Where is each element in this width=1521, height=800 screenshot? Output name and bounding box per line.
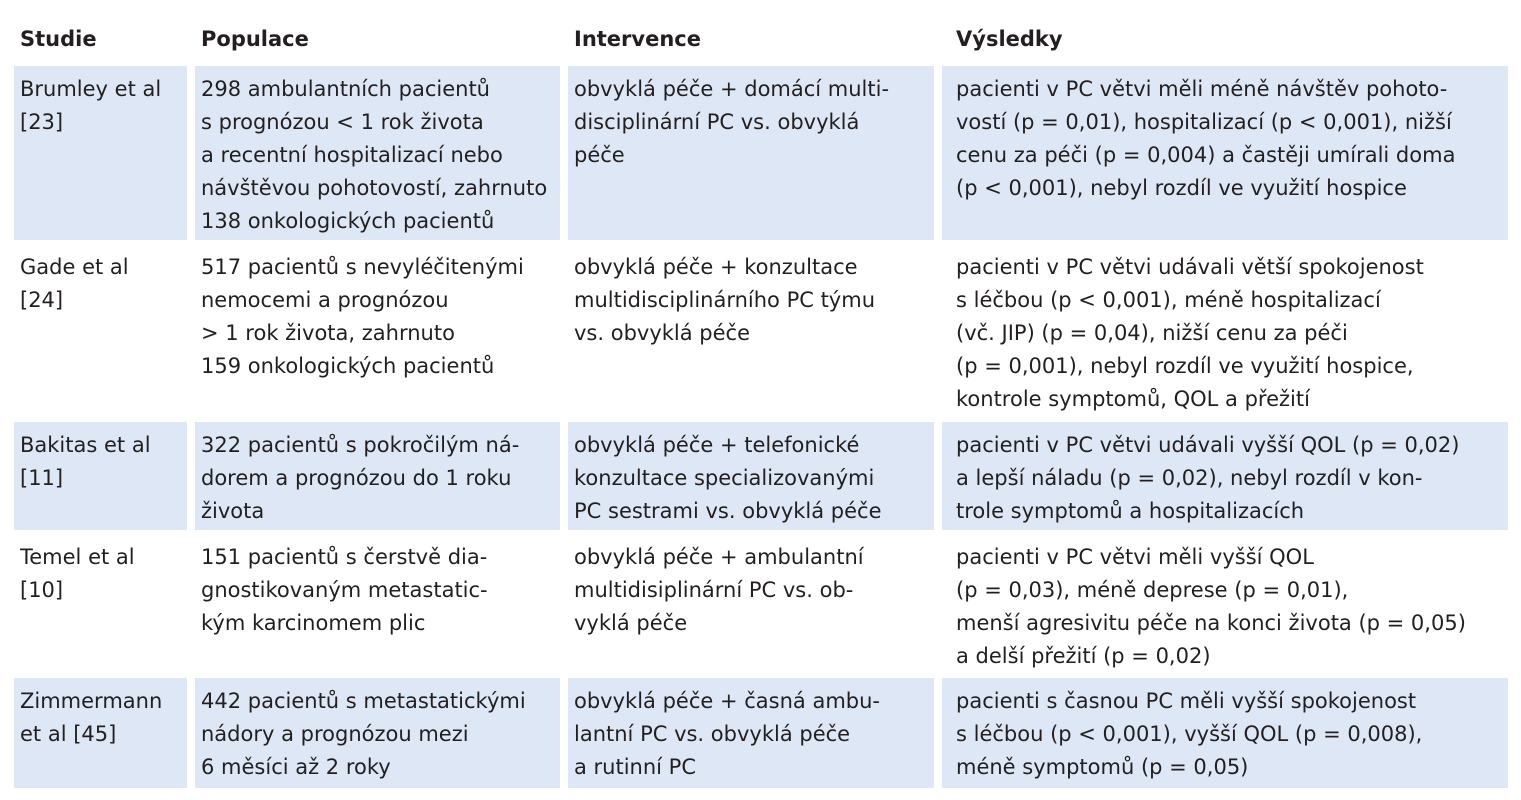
cell-line: [23] [20, 110, 64, 134]
cell-line: péče [574, 143, 625, 167]
cell-line: dorem a prognózou do 1 roku [201, 466, 512, 490]
cell-line: s prognózou < 1 rok života [201, 110, 484, 134]
cell-populace [195, 244, 560, 418]
cell-line: pacienti v PC větvi udávali vyšší QOL (p = 0,02) [956, 433, 1460, 457]
cell-line: disciplinární PC vs. obvyklá [574, 110, 860, 134]
cell-line: 442 pacientů s metastatickými [201, 689, 526, 713]
header-intervence: Intervence [574, 27, 701, 51]
cell-line: kontrole symptomů, QOL a přežití [956, 387, 1310, 411]
cell-vysledky [942, 66, 1508, 240]
cell-studie [14, 422, 187, 530]
cell-vysledky [942, 534, 1508, 674]
cell-line: a recentní hospitalizací nebo [201, 143, 503, 167]
cell-line: gnostikovaným metastatic- [201, 578, 488, 602]
cell-line: 298 ambulantních pacientů [201, 77, 490, 101]
cell-line: Temel et al [20, 545, 135, 569]
cell-intervence [568, 244, 934, 418]
cell-studie [14, 66, 187, 240]
cell-line: Gade et al [20, 255, 129, 279]
cell-line: multidisciplinárního PC týmu [574, 288, 876, 312]
cell-line: PC sestrami vs. obvyklá péče [574, 499, 882, 523]
cell-line: multidisiplinární PC vs. ob- [574, 578, 854, 602]
cell-studie [14, 534, 187, 674]
cell-populace [195, 534, 560, 674]
cell-line: vostí (p = 0,01), hospitalizací (p < 0,001), nižší [956, 110, 1452, 134]
cell-line: [11] [20, 466, 64, 490]
cell-vysledky [942, 422, 1508, 530]
cell-intervence [568, 422, 934, 530]
cell-line: Zimmermann [20, 689, 163, 713]
cell-line: [24] [20, 288, 64, 312]
cell-line: lantní PC vs. obvyklá péče [574, 722, 851, 746]
cell-populace [195, 422, 560, 530]
table-header [14, 20, 1508, 62]
cell-line: nádory a prognózou mezi [201, 722, 469, 746]
table-row [14, 534, 1508, 674]
cell-line: a rutinní PC [574, 755, 697, 779]
table-row [14, 244, 1508, 418]
cell-line: (vč. JIP) (p = 0,04), nižší cenu za péči [956, 321, 1348, 345]
cell-line: pacienti v PC větvi měli méně návštěv pohoto- [956, 77, 1448, 101]
cell-line: 517 pacientů s nevyléčitenými [201, 255, 524, 279]
cell-line: menší agresivitu péče na konci života (p = 0,05) [956, 611, 1466, 635]
cell-line: obvyklá péče + telefonické [574, 433, 860, 457]
table-row [14, 678, 1508, 788]
cell-line: > 1 rok života, zahrnuto [201, 321, 455, 345]
cell-line: obvyklá péče + časná ambu- [574, 689, 880, 713]
cell-line: kým karcinomem plic [201, 611, 426, 635]
cell-line: méně symptomů (p = 0,05) [956, 755, 1249, 779]
cell-line: obvyklá péče + ambulantní [574, 545, 864, 569]
cell-line: 322 pacientů s pokročilým ná- [201, 433, 520, 457]
cell-line: nemocemi a prognózou [201, 288, 449, 312]
studies-table [14, 20, 1508, 792]
cell-line: pacienti s časnou PC měli vyšší spokojenost [956, 689, 1417, 713]
cell-line: pacienti v PC větvi udávali větší spokojenost [956, 255, 1424, 279]
cell-line: návštěvou pohotovostí, zahrnuto [201, 176, 548, 200]
cell-line: 159 onkologických pacientů [201, 354, 495, 378]
cell-line: obvyklá péče + domácí multi- [574, 77, 890, 101]
table-row [14, 422, 1508, 530]
cell-line: konzultace specializovanými [574, 466, 875, 490]
cell-studie [14, 244, 187, 418]
cell-line: (p = 0,03), méně deprese (p = 0,01), [956, 578, 1349, 602]
cell-line: s léčbou (p < 0,001), méně hospitalizací [956, 288, 1381, 312]
cell-line: pacienti v PC větvi měli vyšší QOL [956, 545, 1314, 569]
cell-populace [195, 66, 560, 240]
cell-line: (p = 0,001), nebyl rozdíl ve využití hospice, [956, 354, 1414, 378]
cell-line: vyklá péče [574, 611, 688, 635]
cell-line: a lepší náladu (p = 0,02), nebyl rozdíl v kon- [956, 466, 1423, 490]
cell-vysledky [942, 678, 1508, 788]
cell-line: et al [45] [20, 722, 117, 746]
cell-line: Bakitas et al [20, 433, 151, 457]
header-populace: Populace [201, 27, 309, 51]
cell-line: 6 měsíci až 2 roky [201, 755, 391, 779]
cell-studie [14, 678, 187, 788]
table-row [14, 66, 1508, 240]
cell-line: [10] [20, 578, 64, 602]
cell-line: s léčbou (p < 0,001), vyšší QOL (p = 0,008), [956, 722, 1423, 746]
cell-line: cenu za péči (p = 0,004) a častěji umírali doma [956, 143, 1456, 167]
cell-populace [195, 678, 560, 788]
cell-line: 151 pacientů s čerstvě dia- [201, 545, 488, 569]
cell-line: života [201, 499, 265, 523]
cell-line: trole symptomů a hospitalizacích [956, 499, 1305, 523]
header-vysledky: Výsledky [956, 27, 1063, 51]
cell-line: 138 onkologických pacientů [201, 209, 495, 233]
cell-intervence [568, 678, 934, 788]
cell-vysledky [942, 244, 1508, 418]
cell-line: a delší přežití (p = 0,02) [956, 644, 1211, 668]
cell-intervence [568, 66, 934, 240]
cell-line: (p < 0,001), nebyl rozdíl ve využití hospice [956, 176, 1407, 200]
cell-line: vs. obvyklá péče [574, 321, 751, 345]
cell-intervence [568, 534, 934, 674]
header-studie: Studie [20, 27, 97, 51]
cell-line: Brumley et al [20, 77, 162, 101]
cell-line: obvyklá péče + konzultace [574, 255, 858, 279]
